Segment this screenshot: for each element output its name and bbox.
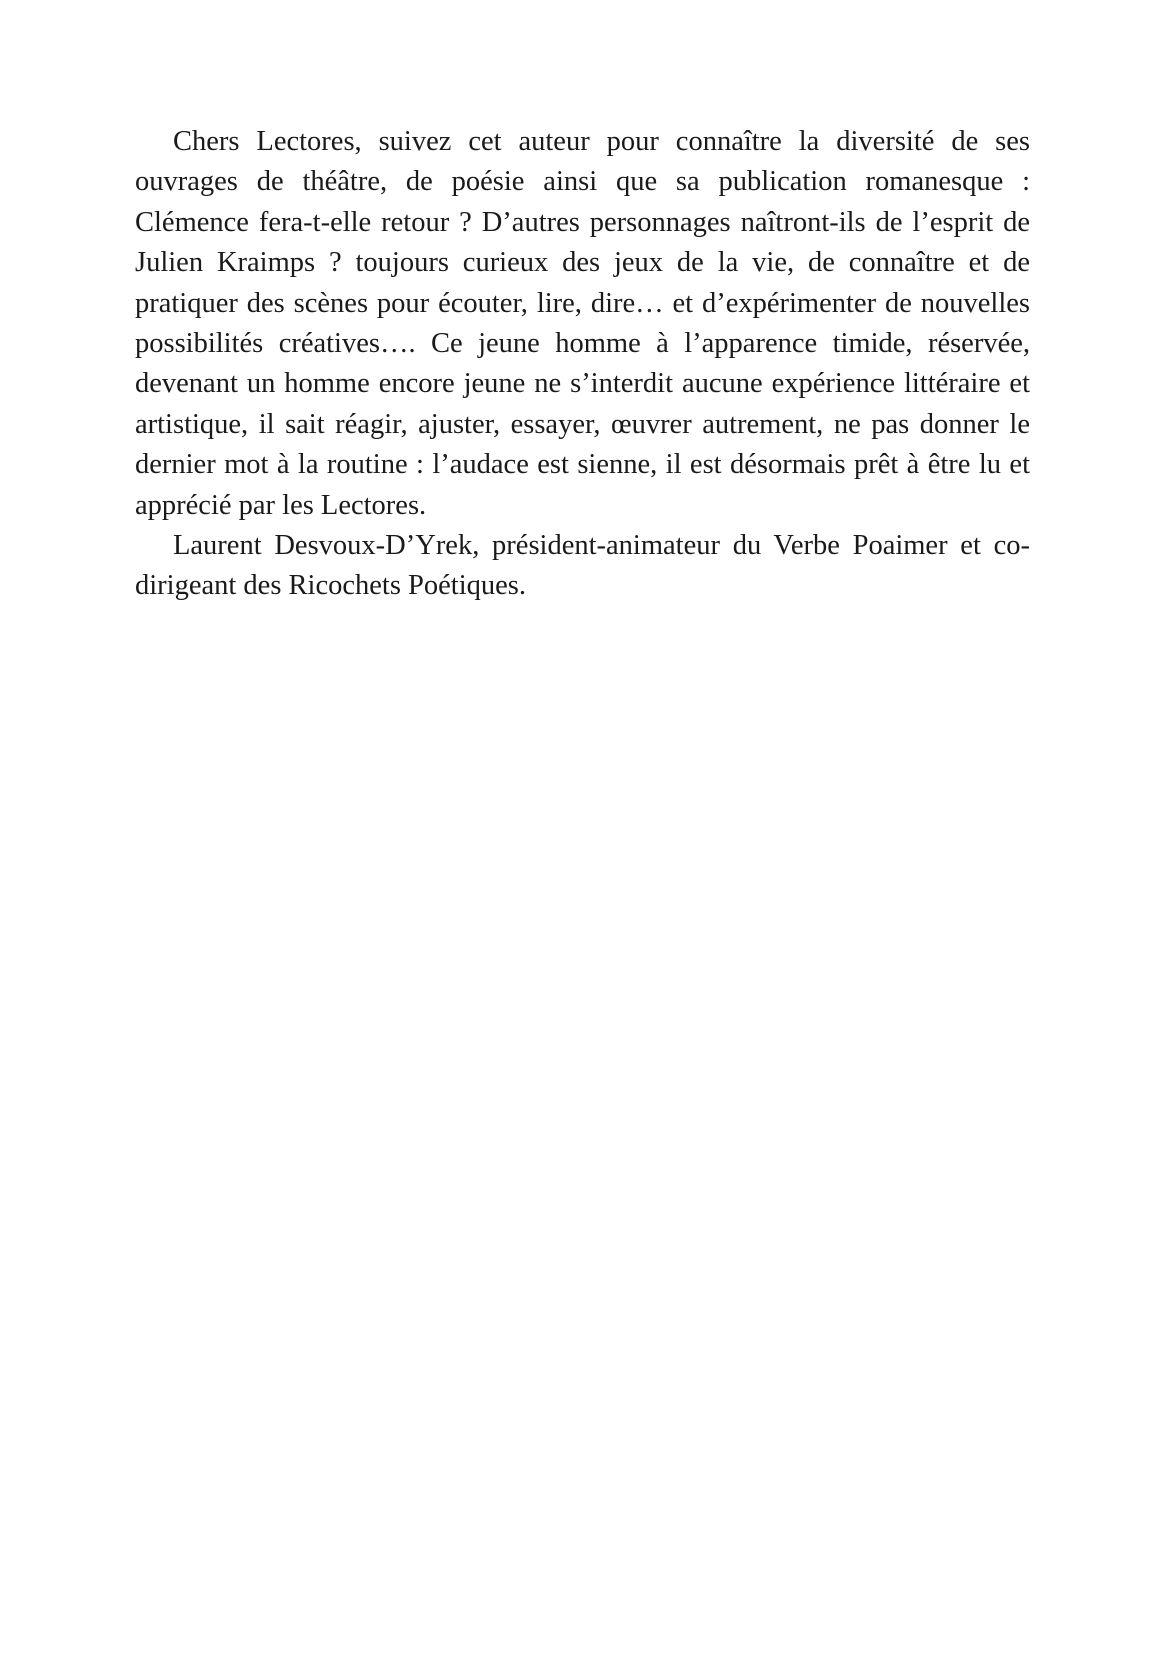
body-text [135,122,1030,607]
paragraph-signature: Laurent Desvoux-D’Yrek, président-animateur du Verbe Poaimer et co-dirigeant des Ricochets Poétiques. [135,530,1030,602]
paragraph-recommendation: Chers Lectores, suivez cet auteur pour connaître la diversité de ses ouvrages de théâtre, de poésie ainsi que sa publication romanesque : Clémence fera-t-elle retour ? D’autres personnages naîtront-ils de l’esprit de Julien Kraimps ? toujours curieux des jeux de la vie, de connaître et de pratiquer des scènes pour écouter, lire, dire… et d’expérimenter de nouvelles possibilités créatives…. Ce jeune homme à l’apparence timide, réservée, devenant un homme encore jeune ne s’interdit aucune expérience littéraire et artistique, il sait réagir, ajuster, essayer, œuvrer autrement, ne pas donner le dernier mot à la routine : l’audace est sienne, il est désormais prêt à être lu et apprécié par les Lectores. [135,126,1030,521]
